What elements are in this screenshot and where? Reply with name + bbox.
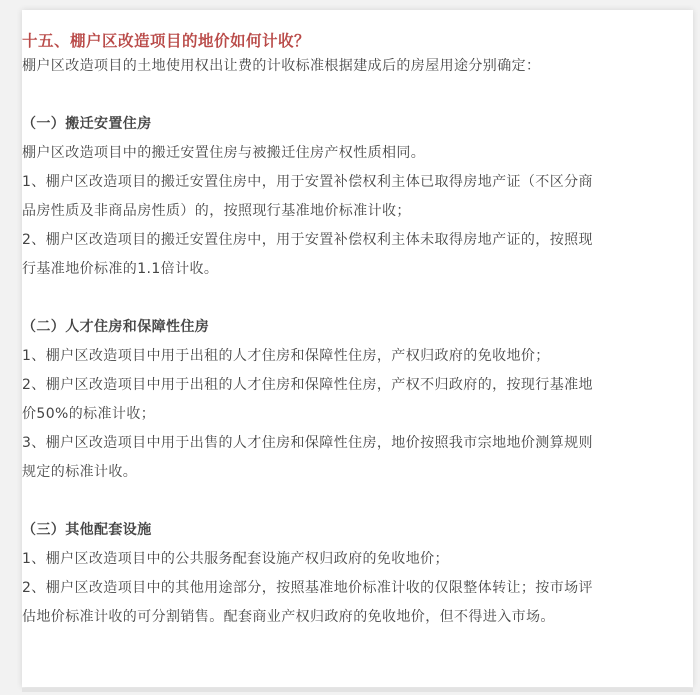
section-supporting-facilities: [22, 516, 647, 632]
section-heading: （一）搬迁安置住房: [22, 116, 152, 132]
section-talent-housing: [22, 313, 647, 487]
section-line: 1、棚户区改造项目中的公共服务配套设施产权归政府的免收地价；: [22, 551, 449, 567]
section-line: 1、棚户区改造项目的搬迁安置住房中，用于安置补偿权利主体已取得房地产证（不区分商: [22, 174, 593, 190]
section-line: 品房性质及非商品房性质）的，按照现行基准地价标准计收；: [22, 203, 411, 219]
section-line: 3、棚户区改造项目中用于出售的人才住房和保障性住房，地价按照我市宗地地价测算规则: [22, 435, 593, 451]
intro-text: 棚户区改造项目的土地使用权出让费的计收标准根据建成后的房屋用途分别确定：: [22, 58, 541, 74]
section-line: 估地价标准计收的可分割销售。配套商业产权归政府的免收地价，但不得进入市场。: [22, 609, 555, 625]
section-line: 1、棚户区改造项目中用于出租的人才住房和保障性住房，产权归政府的免收地价；: [22, 348, 550, 364]
article-title: 十五、棚户区改造项目的地价如何计收？: [22, 32, 311, 50]
section-line: 规定的标准计收。: [22, 464, 138, 480]
section-heading: （二）人才住房和保障性住房: [22, 319, 210, 335]
section-line: 棚户区改造项目中的搬迁安置住房与被搬迁住房产权性质相同。: [22, 145, 426, 161]
section-heading: （三）其他配套设施: [22, 522, 152, 538]
section-line: 价50%的标准计收；: [22, 406, 156, 422]
section-line: 2、棚户区改造项目中用于出租的人才住房和保障性住房，产权不归政府的，按现行基准地: [22, 377, 593, 393]
section-line: 2、棚户区改造项目中的其他用途部分，按照基准地价标准计收的仅限整体转让；按市场评: [22, 580, 593, 596]
article-content: [22, 30, 647, 632]
bottom-divider: [22, 688, 693, 692]
section-relocation-housing: [22, 110, 647, 284]
section-line: 2、棚户区改造项目的搬迁安置住房中，用于安置补偿权利主体未取得房地产证的，按照现: [22, 232, 593, 248]
section-line: 行基准地价标准的1.1倍计收。: [22, 261, 219, 277]
